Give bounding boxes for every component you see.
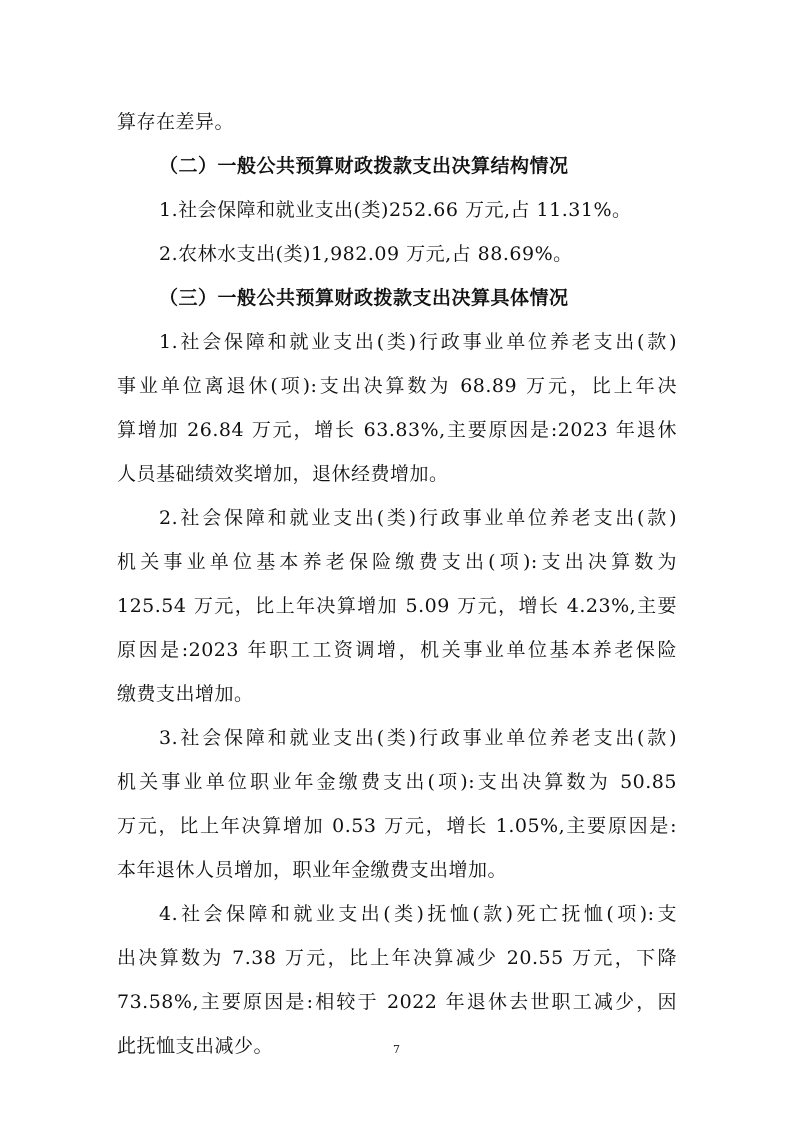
paragraph-line: 机关事业单位职业年金缴费支出(项):支出决算数为 50.85	[117, 771, 677, 793]
paragraph-line: 本年退休人员增加，职业年金缴费支出增加。	[117, 859, 508, 881]
paragraph-continuation: 算存在差异。	[117, 111, 235, 133]
paragraph-line: 万元，比上年决算增加 0.53 万元，增长 1.05%,主要原因是:	[117, 815, 677, 837]
structure-item-social-security: 1.社会保障和就业支出(类)252.66 万元,占 11.31%。	[159, 199, 632, 221]
paragraph-line: 3.社会保障和就业支出(类)行政事业单位养老支出(款)	[159, 727, 677, 749]
section-heading-details: （三）一般公共预算财政拨款支出决算具体情况	[159, 287, 569, 309]
paragraph-line: 2.社会保障和就业支出(类)行政事业单位养老支出(款)	[159, 507, 677, 529]
paragraph-line: 4.社会保障和就业支出(类)抚恤(款)死亡抚恤(项):支	[159, 903, 677, 925]
structure-item-agriculture: 2.农林水支出(类)1,982.09 万元,占 88.69%。	[159, 243, 573, 265]
paragraph-line: 原因是:2023 年职工工资调增，机关事业单位基本养老保险	[117, 639, 677, 661]
detail-paragraph-occupational-annuity	[117, 720, 677, 888]
paragraph-line: 机关事业单位基本养老保险缴费支出(项):支出决算数为	[117, 551, 677, 573]
page-number: 7	[393, 1043, 400, 1056]
section-heading-structure: （二）一般公共预算财政拨款支出决算结构情况	[159, 155, 569, 177]
paragraph-line: 出决算数为 7.38 万元，比上年决算减少 20.55 万元，下降	[117, 947, 677, 969]
paragraph-line: 此抚恤支出减少。	[117, 1035, 274, 1057]
detail-paragraph-death-compensation	[117, 896, 677, 1064]
paragraph-line: 73.58%,主要原因是:相较于 2022 年退休去世职工减少，因	[117, 991, 677, 1013]
paragraph-line: 事业单位离退休(项):支出决算数为 68.89 万元，比上年决	[117, 375, 677, 397]
paragraph-line: 1.社会保障和就业支出(类)行政事业单位养老支出(款)	[159, 331, 677, 353]
detail-paragraph-retirement	[117, 324, 677, 492]
detail-paragraph-pension-insurance	[117, 500, 677, 712]
paragraph-line: 125.54 万元，比上年决算增加 5.09 万元，增长 4.23%,主要	[117, 595, 677, 617]
paragraph-line: 缴费支出增加。	[117, 683, 254, 705]
paragraph-line: 人员基础绩效奖增加，退休经费增加。	[117, 463, 449, 485]
paragraph-line: 算增加 26.84 万元，增长 63.83%,主要原因是:2023 年退休	[117, 419, 677, 441]
body-text	[117, 104, 677, 1064]
